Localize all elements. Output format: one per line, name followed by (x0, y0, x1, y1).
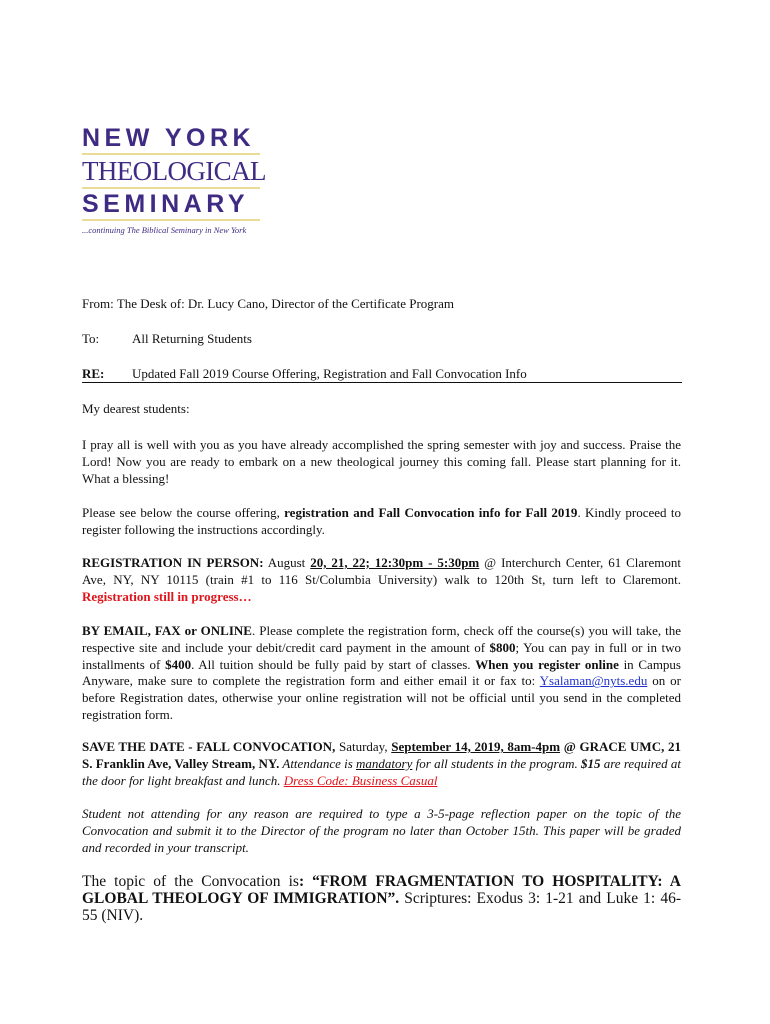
text: @ Interchurch Center, 61 Claremont Ave, NY, NY 10115 (train #1 to 116 St/Columbia University) walk to 120th St, turn left to Claremont. (82, 555, 682, 587)
paragraph-reflection-paper: Student not attending for any reason are required to type a 3-5-page reflection paper on the topic of the Convocation and submit it to the Director of the program no later than October 15th. This paper will be graded and recorded in your transcript. (82, 806, 681, 855)
logo-line-2: THEOLOGICAL (82, 156, 266, 186)
logo-rule (82, 153, 260, 155)
to-line (82, 331, 252, 347)
text: on or before Registration dates, otherwise your online registration will not be official until you send in the completed registration form. (82, 673, 681, 722)
dress-code: Dress Code: Business Casual (283, 772, 438, 788)
re-line (82, 366, 527, 382)
paragraph-topic (82, 873, 681, 924)
fee: $15 (580, 755, 601, 771)
re-value: Updated Fall 2019 Course Offering, Registration and Fall Convocation Info (132, 366, 527, 381)
text: August (263, 555, 311, 570)
text: . Kindly proceed to register following the instructions accordingly. (82, 505, 681, 537)
text: in Campus Anyware, make sure to complete the registration form and either email it or fax to: (82, 656, 681, 689)
logo-rule (82, 219, 260, 221)
paragraph-registration-in-person (82, 555, 681, 605)
to-value: All Returning Students (132, 331, 252, 346)
date: September 14, 2019, 8am-4pm (391, 739, 561, 754)
text: ; You can pay in full or in two installments of (82, 639, 681, 672)
text: mandatory (356, 755, 413, 771)
text: The topic of the Convocation is (82, 873, 299, 890)
from-value: The Desk of: Dr. Lucy Cano, Director of the Certificate Program (116, 296, 454, 311)
text: Scriptures: Exodus 3: 1-21 and Luke 1: 46-55 (NIV). (82, 890, 681, 924)
paragraph-course-offering (82, 505, 681, 539)
heading: SAVE THE DATE - FALL CONVOCATION, (82, 739, 336, 754)
text: Attendance is (279, 755, 357, 771)
text: . Please complete the registration form, check off the course(s) you will take, the respective site and include your debit/credit card payment in the amount of (82, 623, 682, 655)
text: When you register online (475, 656, 619, 672)
logo-tagline: ...continuing The Biblical Seminary in New York (82, 225, 247, 235)
paragraph-intro: I pray all is well with you as you have already accomplished the spring semester with joy and success. Praise the Lord! Now you are ready to embark on a new theological journey this coming fall. Please start planning for it. What a blessing! (82, 437, 681, 486)
topic-title: : “FROM FRAGMENTATION TO HOSPITALITY: A GLOBAL THEOLOGY OF IMMIGRATION”. (82, 873, 681, 907)
amount: $800 (489, 639, 516, 655)
amount: $400 (165, 656, 192, 672)
status-note: Registration still in progress… (82, 588, 252, 604)
re-label: RE: (82, 366, 105, 381)
to-label: To: (82, 331, 100, 346)
text: Saturday, (335, 739, 392, 754)
paragraph-convocation (82, 739, 681, 789)
from-label: From: (82, 296, 114, 311)
heading: BY EMAIL, FAX or ONLINE (82, 623, 252, 638)
logo-rule (82, 187, 260, 189)
text: for all students in the program. (412, 755, 581, 771)
dates: 20, 21, 22; 12:30pm - 5:30pm (310, 555, 480, 570)
paragraph-registration-online (82, 623, 681, 724)
seminary-logo (82, 124, 266, 235)
from-line (82, 296, 454, 312)
location: @ GRACE UMC, 21 S. Franklin Ave, Valley Stream, NY. (82, 739, 681, 771)
greeting: My dearest students: (82, 401, 190, 416)
logo-line-3: SEMINARY (82, 190, 250, 218)
email-link[interactable]: Ysalaman@nyts.edu (539, 673, 648, 689)
logo-line-1: NEW YORK (82, 124, 256, 152)
text: . All tuition should be fully paid by start of classes. (191, 656, 476, 672)
heading: REGISTRATION IN PERSON: (82, 555, 264, 570)
text: are required at the door for light breakfast and lunch. (82, 755, 682, 788)
header-divider (82, 382, 682, 383)
text: Please see below the course offering, (82, 505, 285, 520)
text: registration and Fall Convocation info for Fall 2019 (284, 505, 578, 520)
